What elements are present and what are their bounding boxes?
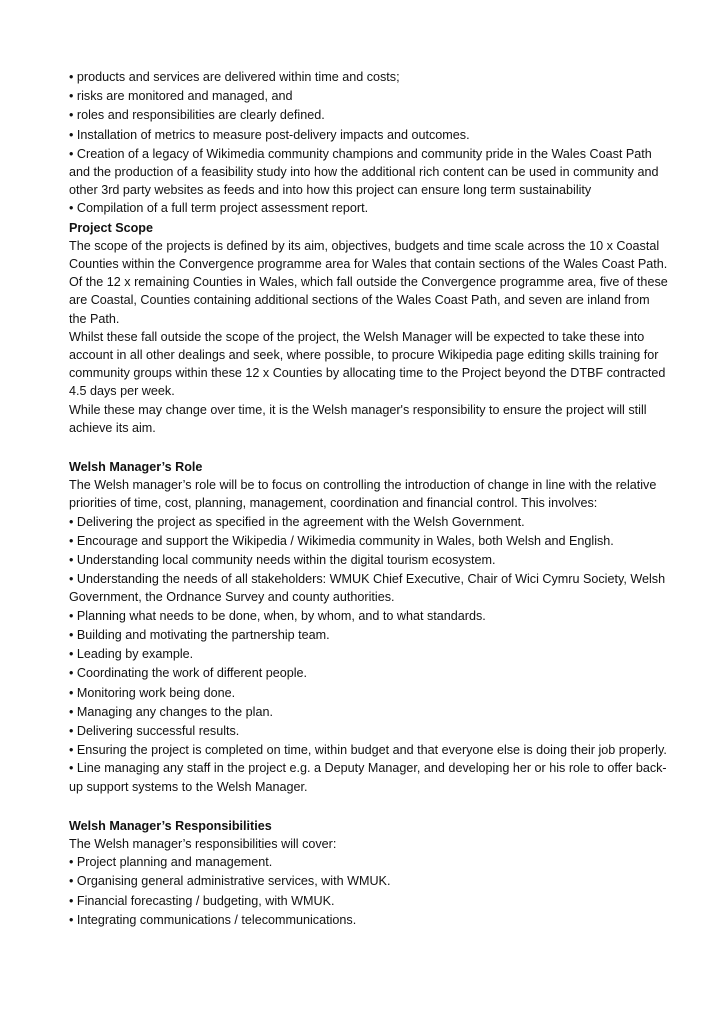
list-item: • Delivering successful results. — [69, 723, 240, 738]
list-item: • Leading by example. — [69, 647, 194, 662]
list-item: • Understanding local community needs within the digital tourism ecosystem. — [69, 553, 496, 568]
list-item: • products and services are delivered within time and costs; — [69, 70, 400, 84]
paragraph: The scope of the projects is defined by its aim, objectives, budgets and time scale across the 10 x Coastal Counties within the Convergence programme area for Wales that contain sections of the Wales Coast Path. — [69, 238, 668, 272]
list-item: • Line managing any staff in the project e.g. a Deputy Manager, and developing her or his role to offer back-up support systems to the Welsh Manager. — [69, 761, 667, 794]
list-item: • Financial forecasting / budgeting, with WMUK. — [69, 893, 335, 908]
list-item: • Integrating communications / telecommunications. — [69, 912, 357, 927]
manager-role-section — [69, 458, 669, 796]
list-item: • Understanding the needs of all stakeholders: WMUK Chief Executive, Chair of Wici Cymru Society, Welsh Government, the Ordnance Survey and county authorities. — [69, 572, 666, 605]
list-item: • Delivering the project as specified in the agreement with the Welsh Government. — [69, 514, 525, 529]
list-item: • Ensuring the project is completed on time, within budget and that everyone else is doing their job properly. — [69, 743, 667, 758]
list-item: • Coordinating the work of different people. — [69, 666, 308, 681]
list-item: • Building and motivating the partnership team. — [69, 627, 330, 642]
list-item: • Installation of metrics to measure post-delivery impacts and outcomes. — [69, 127, 470, 142]
spacer — [69, 437, 669, 458]
paragraph: While these may change over time, it is the Welsh manager's responsibility to ensure the project will still achieve its aim. — [69, 402, 647, 435]
list-item: • Organising general administrative services, with WMUK. — [69, 874, 391, 889]
intro-bullet-list — [69, 68, 669, 219]
list-item: • risks are monitored and managed, and — [69, 89, 293, 104]
paragraph: Of the 12 x remaining Counties in Wales, which fall outside the Convergence programme area, five of these are Coastal, Counties containing additional sections of the Wales Coast Path, and seven are inland from the Path. — [69, 275, 668, 326]
manager-responsibilities-section — [69, 817, 669, 930]
list-item: • Compilation of a full term project assessment report. — [69, 201, 369, 216]
list-item: • roles and responsibilities are clearly defined. — [69, 108, 325, 123]
section-heading: Welsh Manager’s Responsibilities — [69, 818, 272, 833]
list-item: • Encourage and support the Wikipedia / Wikimedia community in Wales, both Welsh and English. — [69, 533, 614, 548]
paragraph: The Welsh manager’s responsibilities will cover: — [69, 836, 337, 851]
document-body — [69, 68, 669, 930]
project-scope-section — [69, 219, 669, 437]
section-heading: Welsh Manager’s Role — [69, 460, 203, 475]
list-item: • Project planning and management. — [69, 855, 273, 870]
list-item: • Creation of a legacy of Wikimedia community champions and community pride in the Wales Coast Path and the production of a feasibility study into how the additional rich content can be used in community and other 3rd party websites as feeds and into how this project can ensure long term sustainability — [69, 146, 659, 198]
paragraph: The Welsh manager’s role will be to focus on controlling the introduction of change in line with the relative priorities of time, cost, planning, management, coordination and financial control. This involves: — [69, 478, 657, 511]
list-item: • Monitoring work being done. — [69, 685, 236, 700]
list-item: • Managing any changes to the plan. — [69, 704, 273, 719]
paragraph: Whilst these fall outside the scope of the project, the Welsh Manager will be expected to take these into account in all other dealings and seek, where possible, to procure Wikipedia page editing skills training for community groups within these 12 x Counties by allocating time to the Project beyond the DTBF contracted 4.5 days per week. — [69, 329, 666, 399]
spacer — [69, 796, 669, 817]
list-item: • Planning what needs to be done, when, by whom, and to what standards. — [69, 608, 486, 623]
section-heading: Project Scope — [69, 220, 153, 235]
